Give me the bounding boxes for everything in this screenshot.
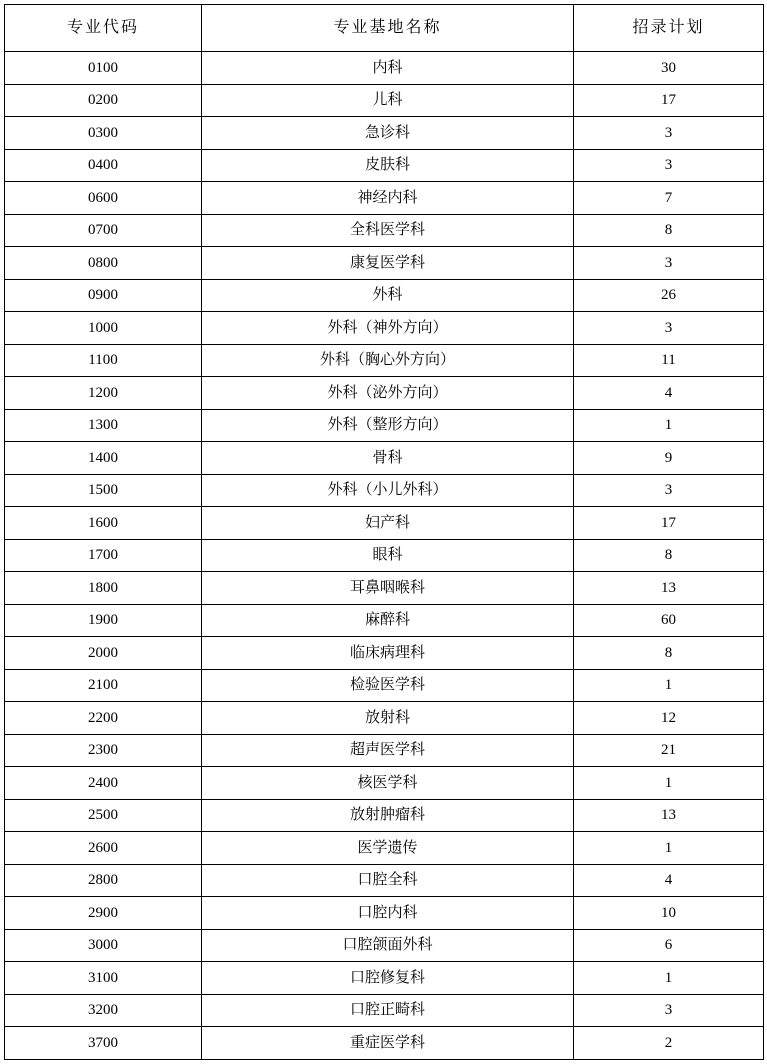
- cell-plan-count: 8: [574, 637, 764, 670]
- cell-plan-count: 7: [574, 182, 764, 215]
- table-body: [5, 52, 764, 1060]
- table-row: [5, 929, 764, 962]
- cell-code: 1700: [5, 539, 202, 572]
- cell-specialty-name: 神经内科: [202, 182, 574, 215]
- cell-code: 0900: [5, 279, 202, 312]
- cell-code: 1600: [5, 507, 202, 540]
- cell-plan-count: 1: [574, 669, 764, 702]
- cell-specialty-name: 外科（神外方向）: [202, 312, 574, 345]
- cell-specialty-name: 放射肿瘤科: [202, 799, 574, 832]
- table-row: [5, 442, 764, 475]
- cell-specialty-name: 儿科: [202, 84, 574, 117]
- cell-specialty-name: 耳鼻咽喉科: [202, 572, 574, 605]
- cell-code: 1100: [5, 344, 202, 377]
- cell-specialty-name: 外科（泌外方向）: [202, 377, 574, 410]
- cell-plan-count: 4: [574, 864, 764, 897]
- cell-plan-count: 9: [574, 442, 764, 475]
- cell-specialty-name: 口腔修复科: [202, 962, 574, 995]
- table-row: [5, 767, 764, 800]
- cell-specialty-name: 康复医学科: [202, 247, 574, 280]
- cell-specialty-name: 眼科: [202, 539, 574, 572]
- cell-code: 2000: [5, 637, 202, 670]
- cell-code: 0400: [5, 149, 202, 182]
- table-row: [5, 279, 764, 312]
- cell-plan-count: 11: [574, 344, 764, 377]
- table-row: [5, 312, 764, 345]
- cell-specialty-name: 口腔正畸科: [202, 994, 574, 1027]
- table-row: [5, 864, 764, 897]
- cell-plan-count: 1: [574, 832, 764, 865]
- cell-plan-count: 1: [574, 962, 764, 995]
- cell-specialty-name: 医学遗传: [202, 832, 574, 865]
- cell-code: 1000: [5, 312, 202, 345]
- table-row: [5, 994, 764, 1027]
- cell-specialty-name: 临床病理科: [202, 637, 574, 670]
- cell-code: 1500: [5, 474, 202, 507]
- cell-code: 2600: [5, 832, 202, 865]
- table-row: [5, 409, 764, 442]
- cell-specialty-name: 检验医学科: [202, 669, 574, 702]
- table-row: [5, 962, 764, 995]
- cell-plan-count: 3: [574, 474, 764, 507]
- column-header-code: 专业代码: [5, 5, 202, 52]
- cell-specialty-name: 口腔颌面外科: [202, 929, 574, 962]
- cell-code: 3700: [5, 1027, 202, 1060]
- cell-specialty-name: 皮肤科: [202, 149, 574, 182]
- cell-specialty-name: 核医学科: [202, 767, 574, 800]
- cell-specialty-name: 外科（胸心外方向）: [202, 344, 574, 377]
- cell-plan-count: 3: [574, 994, 764, 1027]
- table-row: [5, 832, 764, 865]
- cell-code: 3000: [5, 929, 202, 962]
- cell-code: 0200: [5, 84, 202, 117]
- cell-specialty-name: 外科（小儿外科）: [202, 474, 574, 507]
- table-row: [5, 1027, 764, 1060]
- table-row: [5, 799, 764, 832]
- table-row: [5, 149, 764, 182]
- table-row: [5, 247, 764, 280]
- residency-plan-table: [4, 4, 764, 1060]
- cell-specialty-name: 急诊科: [202, 117, 574, 150]
- table-row: [5, 572, 764, 605]
- table-row: [5, 344, 764, 377]
- cell-code: 0600: [5, 182, 202, 215]
- cell-plan-count: 13: [574, 799, 764, 832]
- table-row: [5, 507, 764, 540]
- cell-code: 2500: [5, 799, 202, 832]
- cell-specialty-name: 妇产科: [202, 507, 574, 540]
- table-row: [5, 214, 764, 247]
- cell-code: 3200: [5, 994, 202, 1027]
- cell-code: 2100: [5, 669, 202, 702]
- cell-specialty-name: 重症医学科: [202, 1027, 574, 1060]
- table-row: [5, 474, 764, 507]
- cell-plan-count: 30: [574, 52, 764, 85]
- cell-code: 1800: [5, 572, 202, 605]
- table-row: [5, 84, 764, 117]
- cell-code: 0100: [5, 52, 202, 85]
- cell-specialty-name: 外科（整形方向）: [202, 409, 574, 442]
- cell-plan-count: 3: [574, 312, 764, 345]
- cell-plan-count: 6: [574, 929, 764, 962]
- cell-code: 1400: [5, 442, 202, 475]
- cell-specialty-name: 骨科: [202, 442, 574, 475]
- cell-plan-count: 1: [574, 409, 764, 442]
- cell-plan-count: 8: [574, 539, 764, 572]
- table-header-row: [5, 5, 764, 52]
- cell-specialty-name: 全科医学科: [202, 214, 574, 247]
- table-row: [5, 734, 764, 767]
- cell-specialty-name: 口腔全科: [202, 864, 574, 897]
- table-row: [5, 182, 764, 215]
- cell-code: 2400: [5, 767, 202, 800]
- cell-code: 0300: [5, 117, 202, 150]
- cell-code: 3100: [5, 962, 202, 995]
- cell-plan-count: 26: [574, 279, 764, 312]
- table-row: [5, 377, 764, 410]
- cell-plan-count: 13: [574, 572, 764, 605]
- cell-specialty-name: 内科: [202, 52, 574, 85]
- cell-plan-count: 2: [574, 1027, 764, 1060]
- cell-plan-count: 1: [574, 767, 764, 800]
- cell-code: 1900: [5, 604, 202, 637]
- cell-specialty-name: 麻醉科: [202, 604, 574, 637]
- cell-code: 1300: [5, 409, 202, 442]
- cell-code: 0800: [5, 247, 202, 280]
- table-row: [5, 702, 764, 735]
- table-row: [5, 539, 764, 572]
- table-row: [5, 669, 764, 702]
- cell-plan-count: 17: [574, 507, 764, 540]
- cell-code: 2900: [5, 897, 202, 930]
- column-header-name: 专业基地名称: [202, 5, 574, 52]
- table-header: [5, 5, 764, 52]
- cell-plan-count: 17: [574, 84, 764, 117]
- cell-specialty-name: 放射科: [202, 702, 574, 735]
- cell-specialty-name: 外科: [202, 279, 574, 312]
- cell-plan-count: 3: [574, 247, 764, 280]
- table-row: [5, 637, 764, 670]
- cell-plan-count: 8: [574, 214, 764, 247]
- table-row: [5, 117, 764, 150]
- table-row: [5, 897, 764, 930]
- cell-specialty-name: 超声医学科: [202, 734, 574, 767]
- cell-plan-count: 4: [574, 377, 764, 410]
- table-row: [5, 604, 764, 637]
- cell-plan-count: 10: [574, 897, 764, 930]
- cell-plan-count: 12: [574, 702, 764, 735]
- cell-plan-count: 60: [574, 604, 764, 637]
- cell-plan-count: 21: [574, 734, 764, 767]
- cell-code: 2200: [5, 702, 202, 735]
- cell-specialty-name: 口腔内科: [202, 897, 574, 930]
- cell-code: 1200: [5, 377, 202, 410]
- cell-code: 2300: [5, 734, 202, 767]
- cell-plan-count: 3: [574, 149, 764, 182]
- table-row: [5, 52, 764, 85]
- cell-code: 2800: [5, 864, 202, 897]
- column-header-plan: 招录计划: [574, 5, 764, 52]
- cell-code: 0700: [5, 214, 202, 247]
- cell-plan-count: 3: [574, 117, 764, 150]
